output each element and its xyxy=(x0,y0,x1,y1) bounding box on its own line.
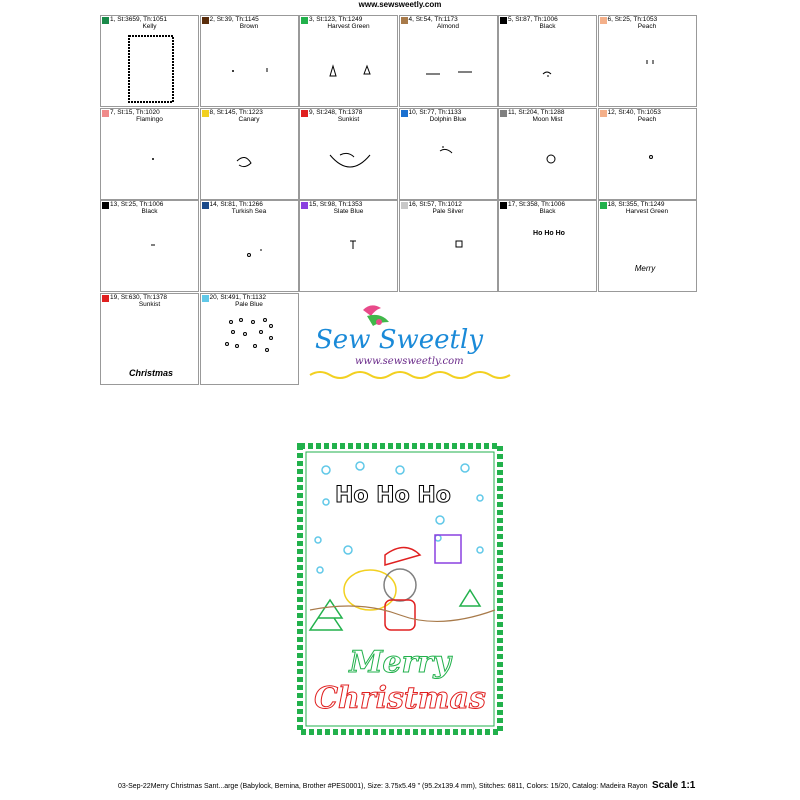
logo-url-text: www.sewsweetly.com xyxy=(355,356,464,367)
color-stitch-label: 5, St:87, Th:1006 xyxy=(508,16,558,23)
color-cell xyxy=(498,200,597,292)
color-stitch-label: 11, St:204, Th:1288 xyxy=(508,108,565,116)
color-thread-name: Slate Blue xyxy=(333,208,364,215)
color-thread-name: Harvest Green xyxy=(625,208,669,215)
color-cell xyxy=(498,108,597,200)
color-stitch-label: 12, St:40, Th:1053 xyxy=(607,108,661,116)
color-thread-name: Peach xyxy=(637,23,657,30)
color-cell xyxy=(399,108,498,200)
color-stitch-label: 17, St:358, Th:1006 xyxy=(508,201,565,208)
color-stitch-label: 6, St:25, Th:1053 xyxy=(607,16,658,23)
color-thread-name: Kelly xyxy=(142,23,157,30)
color-cell xyxy=(399,15,498,107)
color-stitch-label: 1, St:3659, Th:1051 xyxy=(110,16,167,23)
color-cell xyxy=(200,15,299,107)
sew-sweetly-logo xyxy=(305,300,525,385)
site-url: www.sewsweetly.com xyxy=(358,0,442,9)
merry-text: Merry xyxy=(349,645,451,680)
snow-dots xyxy=(315,462,483,573)
christmas-text: Christmas xyxy=(314,681,486,716)
color-stitch-label: 8, St:145, Th:1223 xyxy=(209,108,263,116)
color-stitch-label: 7, St:15, Th:1020 xyxy=(110,108,160,116)
color-cell xyxy=(100,200,199,292)
color-thread-name: Harvest Green xyxy=(327,23,370,30)
color-thread-name: Sunkist xyxy=(337,115,360,123)
color-cell xyxy=(200,293,299,385)
color-thread-name: Black xyxy=(539,208,556,215)
color-thread-name: Dolphin Blue xyxy=(429,115,467,123)
svg-text:Christmas: Christmas xyxy=(128,367,174,378)
color-thread-name: Pale Silver xyxy=(432,208,464,215)
color-cell xyxy=(200,200,299,292)
color-thread-name: Canary xyxy=(238,115,260,123)
embroidery-design-preview xyxy=(290,440,510,740)
color-stitch-label: 20, St:491, Th:1132 xyxy=(209,293,266,301)
color-thread-name: Almond xyxy=(436,23,460,30)
color-stitch-label: 15, St:98, Th:1353 xyxy=(309,201,363,208)
color-cell xyxy=(299,15,398,107)
color-cell xyxy=(100,293,199,385)
color-thread-name: Black xyxy=(539,23,556,30)
color-stitch-label: 4, St:54, Th:1173 xyxy=(408,16,458,23)
color-thread-name: Brown xyxy=(239,23,259,30)
ho-ho-ho-text: Ho Ho Ho xyxy=(335,483,451,508)
color-stitch-label: 10, St:77, Th:1133 xyxy=(408,108,462,116)
svg-text:Merry: Merry xyxy=(634,264,655,273)
color-thread-name: Black xyxy=(141,208,158,215)
color-stitch-label: 16, St:57, Th:1012 xyxy=(408,201,462,208)
footer-info: 03-Sep-22Merry Christmas Sant...arge (Babylock, Bernina, Brother #PES0001), Size: 3.75x5.49 " (95.2x139.4 mm), Stitches: 6811, Colors: 15/20, Catalog: Madeira Rayon xyxy=(118,783,648,790)
color-stitch-label: 3, St:123, Th:1249 xyxy=(309,16,363,23)
color-cell xyxy=(200,108,299,200)
scale-label: Scale 1:1 xyxy=(652,780,696,791)
color-cell xyxy=(598,200,697,292)
color-cell xyxy=(399,200,498,292)
color-stitch-label: 9, St:248, Th:1378 xyxy=(309,108,363,116)
color-cell xyxy=(100,15,199,107)
color-thread-name: Pale Blue xyxy=(235,300,263,308)
color-cell xyxy=(299,108,398,200)
color-cell xyxy=(598,108,697,200)
color-thread-name: Flamingo xyxy=(136,115,163,123)
color-cell xyxy=(100,108,199,200)
color-stitch-label: 2, St:39, Th:1145 xyxy=(209,16,259,23)
svg-text:Ho Ho Ho: Ho Ho Ho xyxy=(533,230,565,237)
color-stitch-label: 18, St:355, Th:1249 xyxy=(607,201,665,208)
color-thread-name: Sunkist xyxy=(138,300,161,308)
color-cell xyxy=(299,200,398,292)
color-thread-name: Peach xyxy=(637,115,657,123)
color-stitch-label: 13, St:25, Th:1006 xyxy=(110,201,164,208)
logo-brand-text: Sew Sweetly xyxy=(315,325,484,355)
color-stitch-label: 14, St:81, Th:1266 xyxy=(209,201,263,208)
color-thread-name: Moon Mist xyxy=(532,115,563,123)
color-cell xyxy=(598,15,697,107)
color-stitch-label: 19, St:630, Th:1378 xyxy=(110,293,167,301)
color-cell xyxy=(498,15,597,107)
color-thread-name: Turkish Sea xyxy=(231,208,267,215)
